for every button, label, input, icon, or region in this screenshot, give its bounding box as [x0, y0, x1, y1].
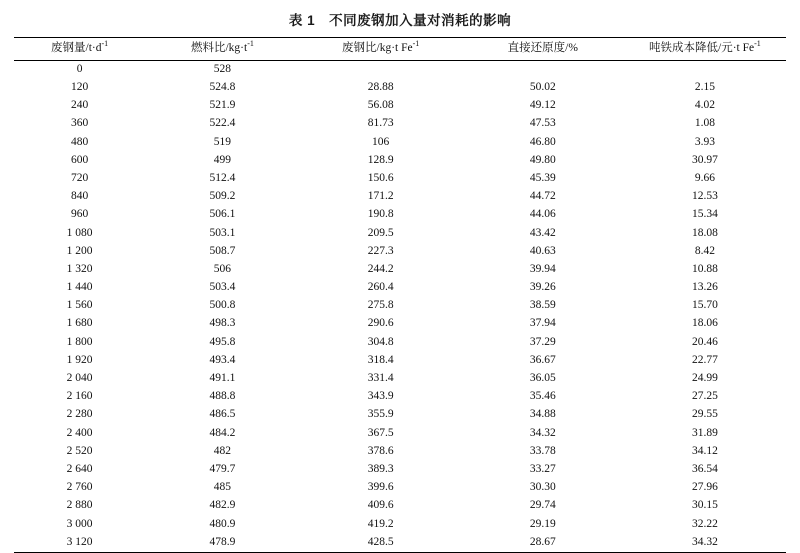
table-cell: 524.8: [209, 81, 236, 94]
table-cell: 318.4: [367, 353, 394, 366]
table-cell: 39.94: [529, 262, 556, 275]
table-cell: 478.9: [145, 533, 299, 552]
table-cell: 500.8: [209, 299, 236, 312]
table-cell: [462, 60, 624, 79]
table-row: [14, 297, 786, 315]
table-cell: 367.5: [367, 426, 394, 439]
table-cell: 2 760: [66, 481, 93, 494]
table-cell: 33.78: [529, 444, 556, 457]
column-header-fuel-ratio: 燃料比$/kg\cdot t^{-1}$: [145, 38, 299, 61]
table-cell: 2 160: [66, 390, 93, 403]
table-row: [14, 315, 786, 333]
table-cell: 36.05: [529, 372, 556, 385]
table-caption: [14, 0, 786, 37]
table-cell: 3.93: [694, 135, 715, 148]
table-row: [14, 479, 786, 497]
table-cell: 10.88: [691, 262, 718, 275]
table-row: [14, 442, 786, 460]
column-header-cost-reduction: 吨铁成本降低/元·t $Fe^{-1}$: [624, 38, 786, 61]
table-cell: 509.2: [209, 190, 236, 203]
table-cell: 40.63: [529, 244, 556, 257]
table-cell: 44.06: [529, 208, 556, 221]
table-cell: 44.72: [529, 190, 556, 203]
table-cell: 260.4: [367, 281, 394, 294]
column-header-scrap-ratio: 废钢比/kg·t $Fe^{-1}$: [300, 38, 462, 61]
table-row: [14, 424, 786, 442]
table-cell: 485: [213, 481, 232, 494]
table-cell: 360: [70, 117, 89, 130]
table-cell: 240: [70, 99, 89, 112]
data-table: [14, 37, 786, 553]
table-row: [14, 279, 786, 297]
table-cell: 1.08: [694, 117, 715, 130]
table-cell: 355.9: [367, 408, 394, 421]
table-cell: 495.8: [209, 335, 236, 348]
table-cell: 2 040: [66, 372, 93, 385]
table-cell: 2 640: [66, 462, 93, 475]
table-row: [14, 461, 786, 479]
table-cell: 150.6: [367, 171, 394, 184]
table-cell: 29.55: [691, 408, 718, 421]
table-cell: 12.53: [691, 190, 718, 203]
table-cell: 428.5: [300, 533, 462, 552]
table-cell: 120: [70, 81, 89, 94]
table-cell: 488.8: [209, 390, 236, 403]
table-cell: 56.08: [367, 99, 394, 112]
table-cell: 45.39: [529, 171, 556, 184]
table-cell: 1 800: [66, 335, 93, 348]
table-cell: 522.4: [209, 117, 236, 130]
table-cell: 106: [372, 135, 390, 148]
table-cell: 37.94: [529, 317, 556, 330]
table-cell: 2 520: [66, 444, 93, 457]
table-cell: 491.1: [209, 372, 236, 385]
table-cell: 0: [14, 60, 145, 79]
table-cell: 1 560: [66, 299, 93, 312]
table-cell: 498.3: [209, 317, 236, 330]
table-cell: 39.26: [529, 281, 556, 294]
table-cell: 34.88: [529, 408, 556, 421]
table-cell: 81.73: [367, 117, 394, 130]
table-header-row: [14, 38, 786, 61]
table-cell: 34.32: [529, 426, 556, 439]
table-cell: 50.02: [529, 81, 556, 94]
table-cell: 227.3: [367, 244, 394, 257]
table-row: [14, 497, 786, 515]
table-cell: 484.2: [209, 426, 236, 439]
table-cell: 3 000: [66, 517, 93, 530]
table-cell: 38.59: [529, 299, 556, 312]
table-cell: 528: [145, 60, 299, 79]
table-cell: 24.99: [691, 372, 718, 385]
table-row: [14, 515, 786, 533]
table-row: [14, 60, 786, 79]
table-cell: 1 680: [66, 317, 93, 330]
table-cell: 35.46: [529, 390, 556, 403]
table-row: [14, 533, 786, 552]
table-cell: 840: [70, 190, 89, 203]
table-row: [14, 115, 786, 133]
table-cell: 20.46: [691, 335, 718, 348]
table-cell: 30.15: [691, 499, 718, 512]
table-cell: 34.12: [691, 444, 718, 457]
table-cell: 37.29: [529, 335, 556, 348]
table-row: [14, 242, 786, 260]
table-cell: 503.4: [209, 281, 236, 294]
table-row: [14, 352, 786, 370]
table-cell: 521.9: [209, 99, 236, 112]
table-cell: 399.6: [367, 481, 394, 494]
table-cell: 480: [70, 135, 89, 148]
table-cell: 1 200: [66, 244, 93, 257]
column-header-direct-reduction-degree: 直接还原度/%: [462, 38, 624, 61]
table-row: [14, 333, 786, 351]
table-row: [14, 170, 786, 188]
table-cell: 304.8: [367, 335, 394, 348]
table-row: [14, 97, 786, 115]
table-row: [14, 188, 786, 206]
table-cell: 960: [70, 208, 89, 221]
table-caption-label: 表 1: [288, 13, 316, 28]
table-cell: 2 280: [66, 408, 93, 421]
table-cell: 720: [70, 171, 89, 184]
table-cell: [624, 60, 786, 79]
table-head: [14, 38, 786, 61]
table-cell: 27.96: [691, 481, 718, 494]
table-cell: 190.8: [367, 208, 394, 221]
table-cell: 506: [213, 262, 232, 275]
table-row: [14, 261, 786, 279]
table-cell: 512.4: [209, 171, 236, 184]
table-row: [14, 151, 786, 169]
table-cell: 482.9: [209, 499, 236, 512]
table-row: [14, 370, 786, 388]
table-cell: 331.4: [367, 372, 394, 385]
table-row: [14, 224, 786, 242]
table-cell: 419.2: [367, 517, 394, 530]
table-cell: 33.27: [529, 462, 556, 475]
table-cell: 171.2: [367, 190, 394, 203]
table-cell: 46.80: [529, 135, 556, 148]
table-caption-title: 不同废钢加入量对消耗的影响: [329, 13, 512, 28]
table-cell: 13.26: [691, 281, 718, 294]
table-body: [14, 60, 786, 552]
table-cell: 499: [213, 153, 232, 166]
table-row: [14, 406, 786, 424]
table-cell: 1 080: [66, 226, 93, 239]
table-cell: 30.97: [691, 153, 718, 166]
table-cell: 600: [70, 153, 89, 166]
table-cell: 47.53: [529, 117, 556, 130]
table-cell: 31.89: [691, 426, 718, 439]
table-cell: 15.34: [691, 208, 718, 221]
table-cell: 508.7: [209, 244, 236, 257]
table-cell: 3 120: [14, 533, 145, 552]
table-cell: 2 400: [66, 426, 93, 439]
table-cell: 36.54: [691, 462, 718, 475]
table-cell: 49.80: [529, 153, 556, 166]
table-cell: 409.6: [367, 499, 394, 512]
table-cell: 28.67: [462, 533, 624, 552]
table-cell: 2 880: [66, 499, 93, 512]
table-cell: 343.9: [367, 390, 394, 403]
table-cell: 519: [213, 135, 232, 148]
table-cell: 506.1: [209, 208, 236, 221]
table-cell: 2.15: [694, 81, 715, 94]
table-cell: 27.25: [691, 390, 718, 403]
table-cell: 209.5: [367, 226, 394, 239]
table-cell: 1 920: [66, 353, 93, 366]
table-row: [14, 133, 786, 151]
table-cell: 15.70: [691, 299, 718, 312]
table-cell: 18.08: [691, 226, 718, 239]
table-cell: 30.30: [529, 481, 556, 494]
table-cell: 1 440: [66, 281, 93, 294]
table-cell: 1 320: [66, 262, 93, 275]
table-row: [14, 388, 786, 406]
table-cell: 290.6: [367, 317, 394, 330]
table-cell: 128.9: [367, 153, 394, 166]
table-cell: 29.19: [529, 517, 556, 530]
table-cell: [300, 60, 462, 79]
table-cell: 275.8: [367, 299, 394, 312]
table-cell: 49.12: [529, 99, 556, 112]
table-cell: 4.02: [694, 99, 715, 112]
table-cell: 244.2: [367, 262, 394, 275]
table-cell: 36.67: [529, 353, 556, 366]
table-cell: 8.42: [694, 244, 715, 257]
table-cell: 480.9: [209, 517, 236, 530]
column-header-scrap-amount: 废钢量$/t\cdot d^{-1}$: [14, 38, 145, 61]
table-cell: 503.1: [209, 226, 236, 239]
table-cell: 22.77: [691, 353, 718, 366]
table-cell: 389.3: [367, 462, 394, 475]
table-cell: 9.66: [694, 171, 715, 184]
table-cell: 28.88: [367, 81, 394, 94]
table-cell: 482: [213, 444, 232, 457]
table-cell: 32.22: [691, 517, 718, 530]
table-row: [14, 206, 786, 224]
table-cell: 18.06: [691, 317, 718, 330]
table-cell: 493.4: [209, 353, 236, 366]
table-cell: 479.7: [209, 462, 236, 475]
table-cell: 378.6: [367, 444, 394, 457]
table-cell: 29.74: [529, 499, 556, 512]
table-cell: 43.42: [529, 226, 556, 239]
table-cell: 34.32: [624, 533, 786, 552]
table-cell: 486.5: [209, 408, 236, 421]
table-row: [14, 79, 786, 97]
